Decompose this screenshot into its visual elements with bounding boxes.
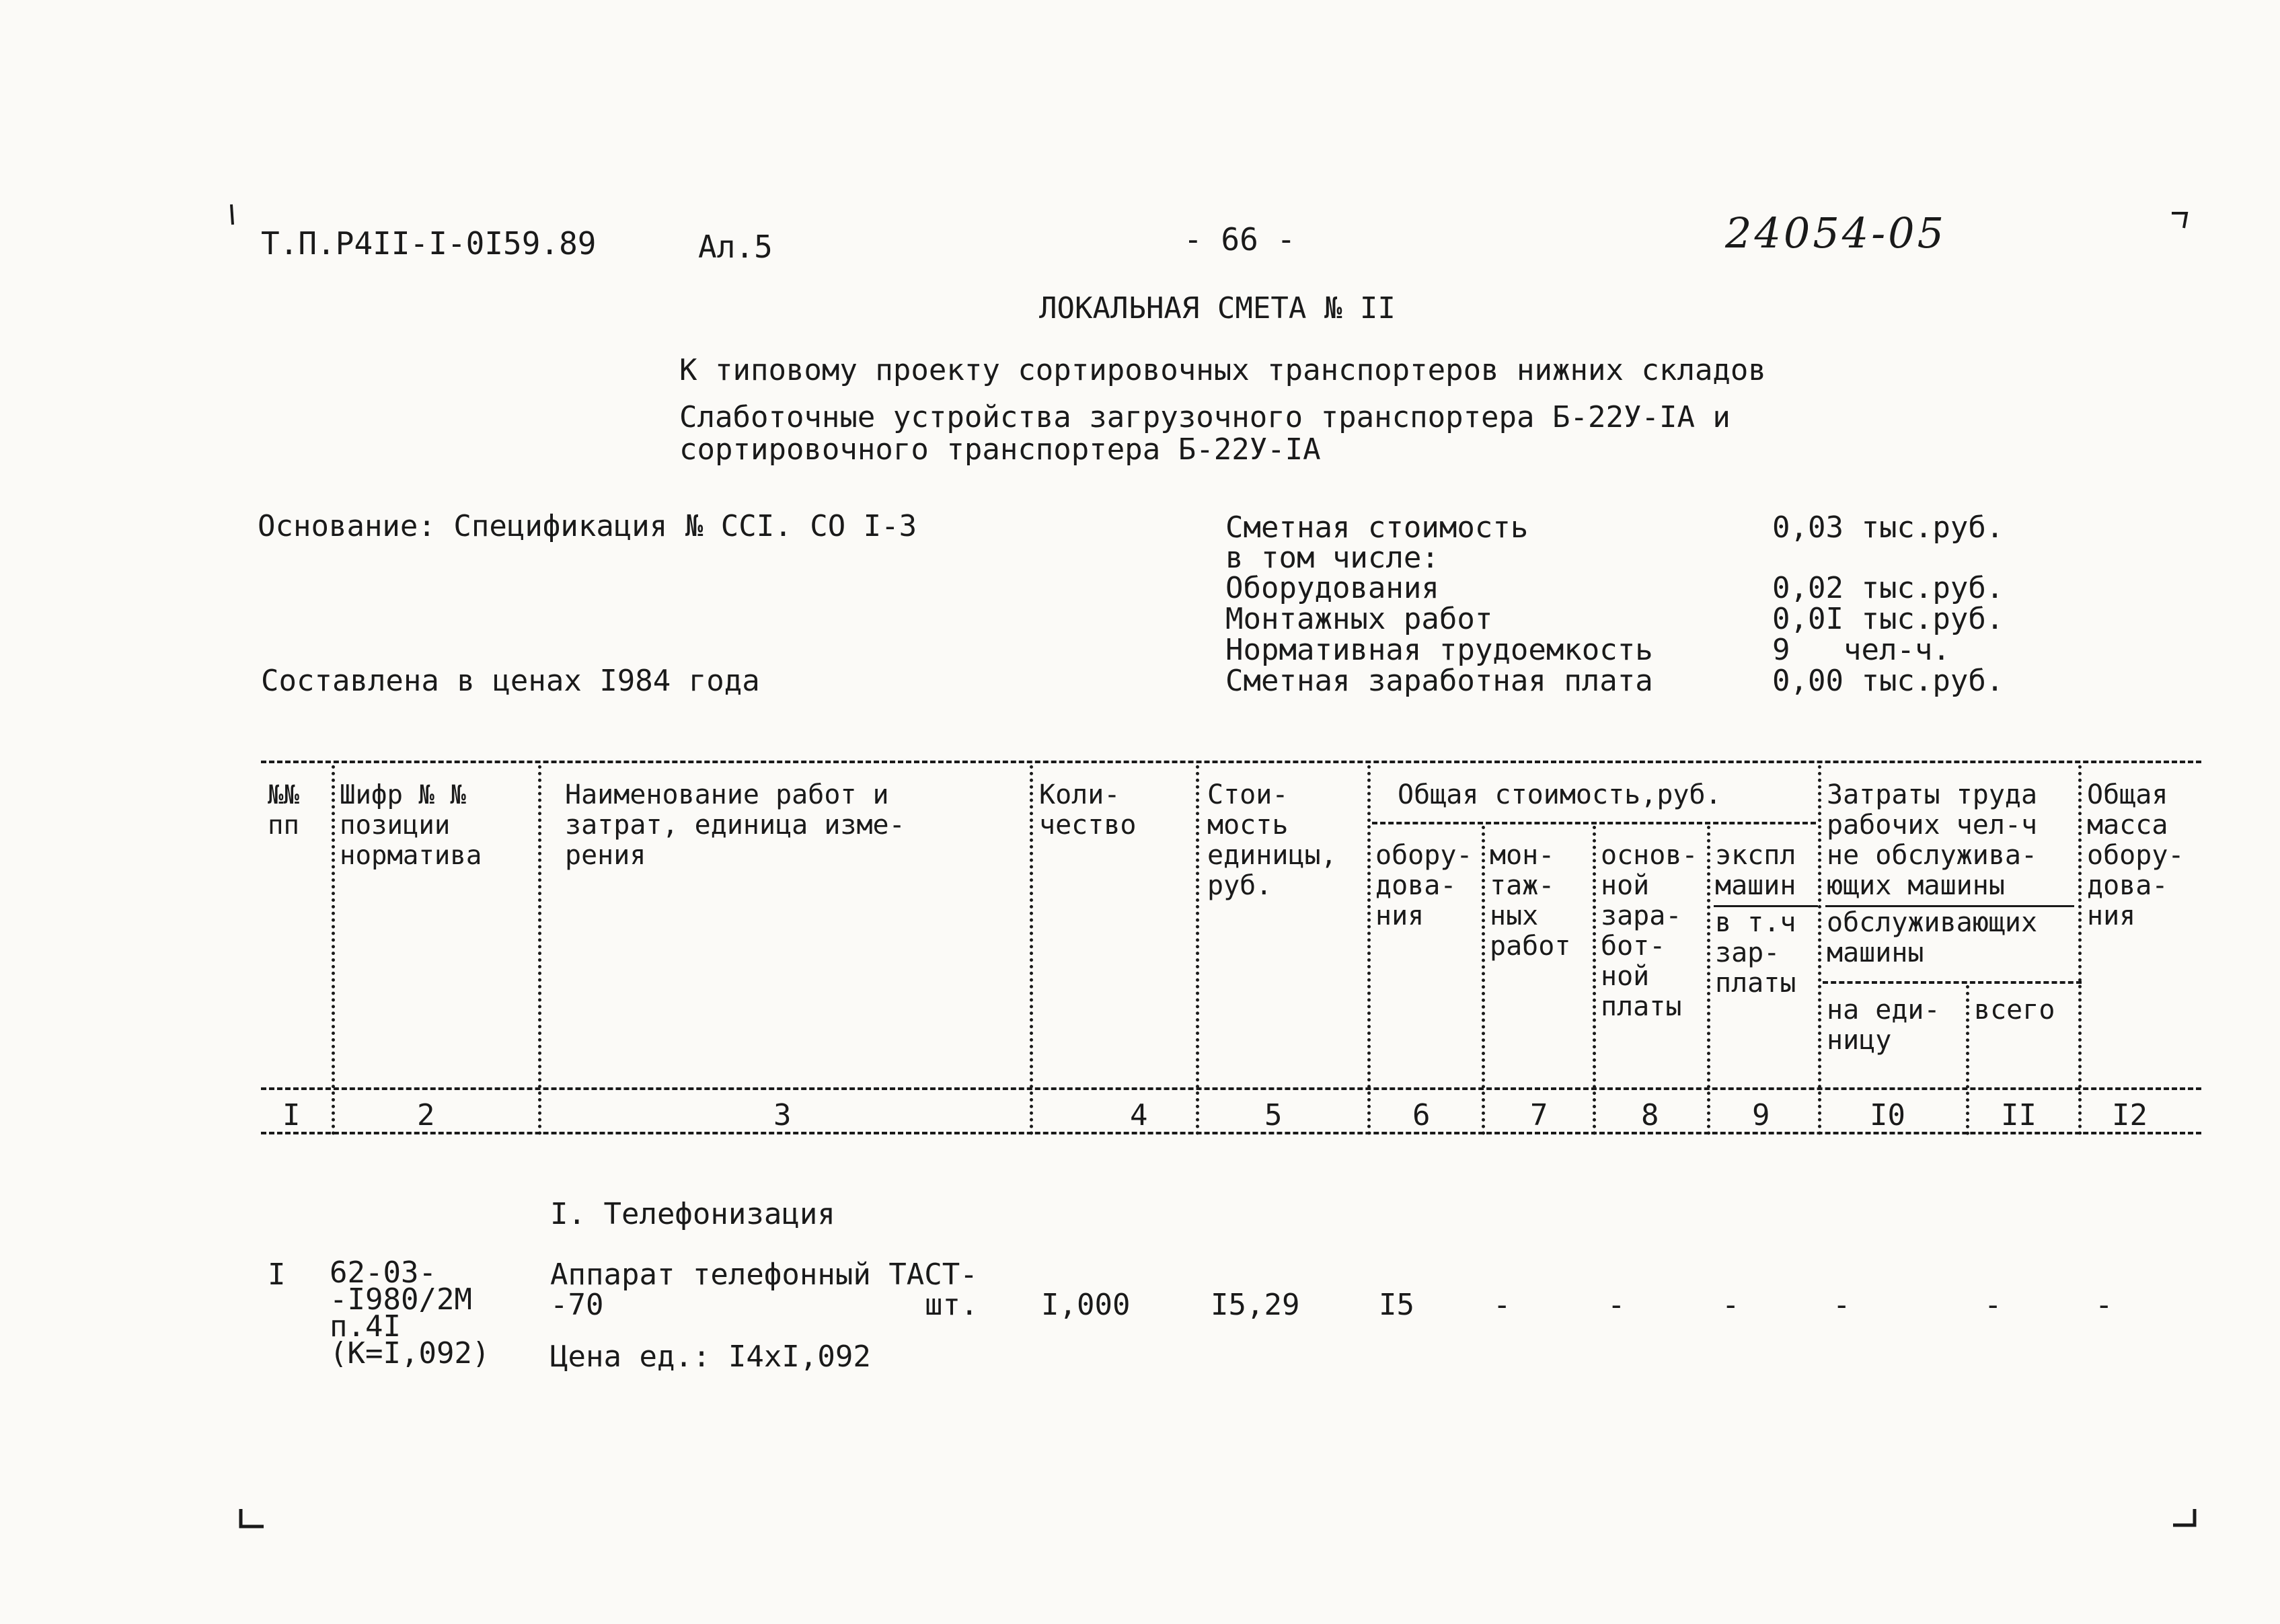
row-name: Аппарат телефонный ТАСТ- -70	[550, 1258, 978, 1322]
row-installation: -	[1493, 1288, 1511, 1322]
summary-labor-label: Нормативная трудоемкость	[1225, 633, 1653, 667]
page-number: - 66 -	[1184, 221, 1296, 258]
col-header-base-wages: основ- ной зара- бот- ной платы	[1601, 840, 1698, 1022]
column-number-3: 3	[773, 1098, 792, 1132]
total-cost-group-rule	[1372, 822, 1816, 824]
crop-mark-bottom-left	[237, 1506, 270, 1533]
summary-equipment-label: Оборудования	[1225, 571, 1439, 605]
col-divider-4	[1196, 765, 1199, 1135]
column-number-6: 6	[1412, 1098, 1431, 1132]
row-equipment: I5	[1379, 1288, 1414, 1322]
subtitle-line-3: сортировочного транспортера Б-22У-IА	[679, 432, 1321, 467]
group-header-labor-serving: обслуживающих машины	[1827, 907, 2038, 968]
summary-equipment-value: 0,02 тыс.руб.	[1772, 571, 2004, 605]
project-code: Т.П.Р4II-I-0I59.89	[261, 225, 597, 262]
row-machines: -	[1722, 1288, 1740, 1322]
col-divider-7	[1593, 826, 1596, 1135]
row-mass: -	[2095, 1288, 2113, 1322]
col-header-labor-total: всего	[1974, 995, 2055, 1026]
row-unit: шт.	[925, 1288, 979, 1322]
summary-total-value: 0,03 тыс.руб.	[1772, 510, 2004, 545]
column-number-8: 8	[1641, 1098, 1659, 1132]
col-divider-3	[1030, 765, 1033, 1135]
labor-subgroup-rule	[1823, 981, 2082, 984]
subtitle-line-1: К типовому проекту сортировочных транспортеров нижних складов	[679, 353, 1766, 387]
row-unit-cost: I5,29	[1211, 1288, 1300, 1322]
handwritten-stamp-number: 24054-05	[1725, 208, 1947, 258]
group-header-total-cost: Общая стоимость,руб.	[1398, 779, 1722, 810]
group-header-labor-not-serving: не обслужива- ющих машины	[1827, 840, 2038, 901]
summary-total-label: Сметная стоимость	[1225, 510, 1529, 545]
col-divider-10	[1966, 985, 1969, 1135]
section-title: I. Телефонизация	[550, 1197, 835, 1231]
col-divider-9	[1818, 765, 1821, 1135]
col-header-mass: Общая масса обору- дова- ния	[2087, 779, 2184, 931]
col-divider-1	[332, 765, 335, 1135]
column-number-5: 5	[1264, 1098, 1283, 1132]
basis-text: Основание: Спецификация № ССI. СО I-3	[258, 509, 917, 543]
column-number-10: I0	[1870, 1098, 1905, 1132]
col-header-unit-cost: Стои- мость единицы, руб.	[1207, 779, 1337, 901]
prices-year: Составлена в ценах I984 года	[261, 664, 760, 698]
column-number-12: I2	[2112, 1098, 2148, 1132]
col-header-machines-wages: в т.ч зар- платы	[1715, 907, 1796, 999]
col-header-number: №№ пп	[268, 780, 299, 841]
header-bottom-rule	[261, 1087, 2201, 1090]
summary-wages-label: Сметная заработная плата	[1225, 664, 1653, 698]
document-title: ЛОКАЛЬНАЯ СМЕТА № II	[1039, 291, 1396, 325]
summary-installation-label: Монтажных работ	[1225, 602, 1493, 636]
col-divider-8	[1707, 826, 1710, 1135]
row-number: I	[268, 1258, 286, 1292]
col-header-name: Наименование работ и затрат, единица изме- рения	[565, 779, 905, 871]
col-header-installation: мон- таж- ных работ	[1490, 840, 1571, 962]
row-price-note: Цена ед.: I4хI,092	[550, 1340, 871, 1374]
column-number-7: 7	[1530, 1098, 1548, 1132]
crop-mark-bottom-right	[2169, 1506, 2203, 1533]
crop-mark-top-left	[226, 202, 239, 229]
group-header-labor: Затраты труда рабочих чел-ч	[1827, 779, 2038, 841]
col-header-quantity: Коли- чество	[1039, 779, 1137, 841]
column-numbers-rule	[261, 1132, 2201, 1134]
row-labor-total: -	[1984, 1288, 2002, 1322]
col-divider-11	[2078, 765, 2082, 1135]
col-header-labor-per-unit: на еди- ницу	[1827, 995, 1940, 1056]
summary-labor-value: 9 чел-ч.	[1772, 633, 1950, 667]
column-number-11: II	[2001, 1098, 2037, 1132]
col-divider-5	[1367, 765, 1371, 1135]
crop-mark-top-right	[2169, 205, 2196, 232]
col-divider-2	[538, 765, 541, 1135]
summary-including-label: в том числе:	[1225, 541, 1439, 575]
row-code: 62-03- -I980/2М п.4I (К=I,092)	[330, 1255, 490, 1370]
column-number-2: 2	[417, 1098, 435, 1132]
column-number-4: 4	[1130, 1098, 1148, 1132]
col-header-code: Шифр № № позиции норматива	[340, 780, 482, 871]
column-number-1: I	[282, 1098, 301, 1132]
album-label: Ал.5	[698, 229, 773, 265]
summary-installation-value: 0,0I тыс.руб.	[1772, 602, 2004, 636]
column-number-9: 9	[1752, 1098, 1770, 1132]
col-header-machines: экспл машин	[1715, 840, 1796, 901]
col-header-equipment: обору- дова- ния	[1375, 840, 1473, 931]
subtitle-line-2: Слаботочные устройства загрузочного транспортера Б-22У-IА и	[679, 400, 1731, 434]
table-top-rule	[261, 761, 2201, 763]
row-labor-unit: -	[1833, 1288, 1851, 1322]
summary-wages-value: 0,00 тыс.руб.	[1772, 664, 2004, 698]
row-base-wages: -	[1607, 1288, 1626, 1322]
row-quantity: I,000	[1041, 1288, 1131, 1322]
col-divider-6	[1482, 826, 1485, 1135]
